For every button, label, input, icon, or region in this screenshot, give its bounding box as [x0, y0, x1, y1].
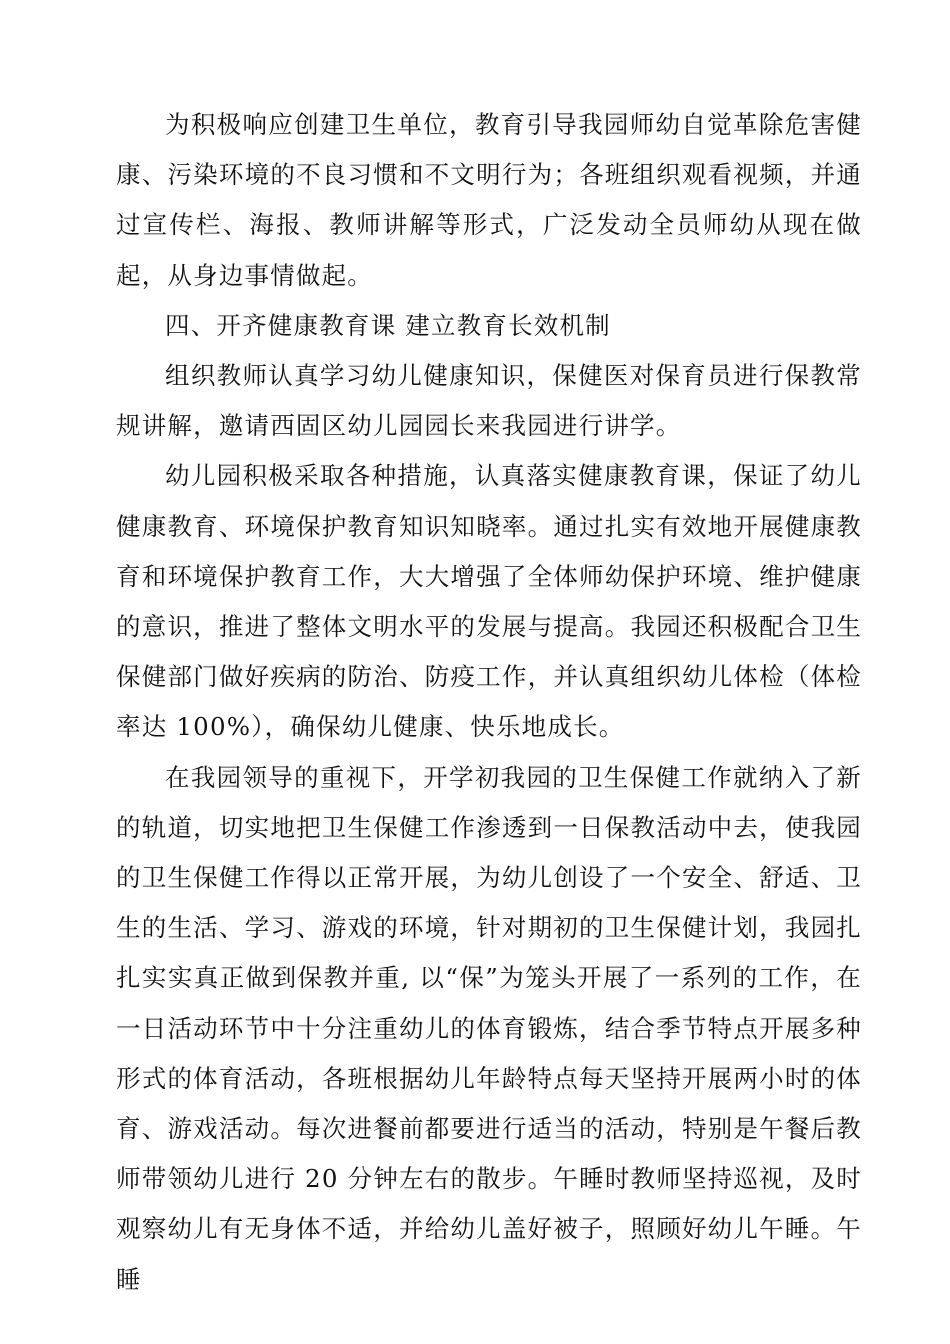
- paragraph-teacher-training: 组织教师认真学习幼儿健康知识，保健医对保育员进行保教常规讲解，邀请西固区幼儿园园长来我园进行讲学。: [116, 361, 862, 441]
- paragraph-hygiene-campaign: 为积极响应创建卫生单位，教育引导我园师幼自觉革除危害健康、污染环境的不良习惯和不文明行为；各班组织观看视频，并通过宣传栏、海报、教师讲解等形式，广泛发动全员师幼从现在做起，从身边事情做起。: [116, 110, 862, 290]
- section-heading-health-education: 四、开齐健康教育课 建立教育长效机制: [165, 310, 611, 340]
- paragraph-health-care-work: 在我园领导的重视下，开学初我园的卫生保健工作就纳入了新的轨道，切实地把卫生保健工作渗透到一日保教活动中去，使我园的卫生保健工作得以正常开展，为幼儿创设了一个安全、舒适、卫生的生活、学习、游戏的环境，针对期初的卫生保健计划，我园扎扎实实真正做到保教并重, 以“保”为笼头开展了一系列的工作，在一日活动环节中十分注重幼儿的体育锻炼，结合季节特点开展多种形式的体育活动，各班根据幼儿年龄特点每天坚持开展两小时的体育、游戏活动。每次进餐前都要进行适当的活动，特别是午餐后教师带领幼儿进行 20 分钟左右的散步。午睡时教师坚持巡视，及时观察幼儿有无身体不适，并给幼儿盖好被子，照顾好幼儿午睡。午睡: [116, 762, 862, 1294]
- paragraph-health-education-measures: 幼儿园积极采取各种措施，认真落实健康教育课，保证了幼儿健康教育、环境保护教育知识知晓率。通过扎实有效地开展健康教育和环境保护教育工作，大大增强了全体师幼保护环境、维护健康的意识，推进了整体文明水平的发展与提高。我园还积极配合卫生保健部门做好疾病的防治、防疫工作，并认真组织幼儿体检（体检率达 100%），确保幼儿健康、快乐地成长。: [116, 461, 862, 742]
- document-body: [116, 100, 862, 1305]
